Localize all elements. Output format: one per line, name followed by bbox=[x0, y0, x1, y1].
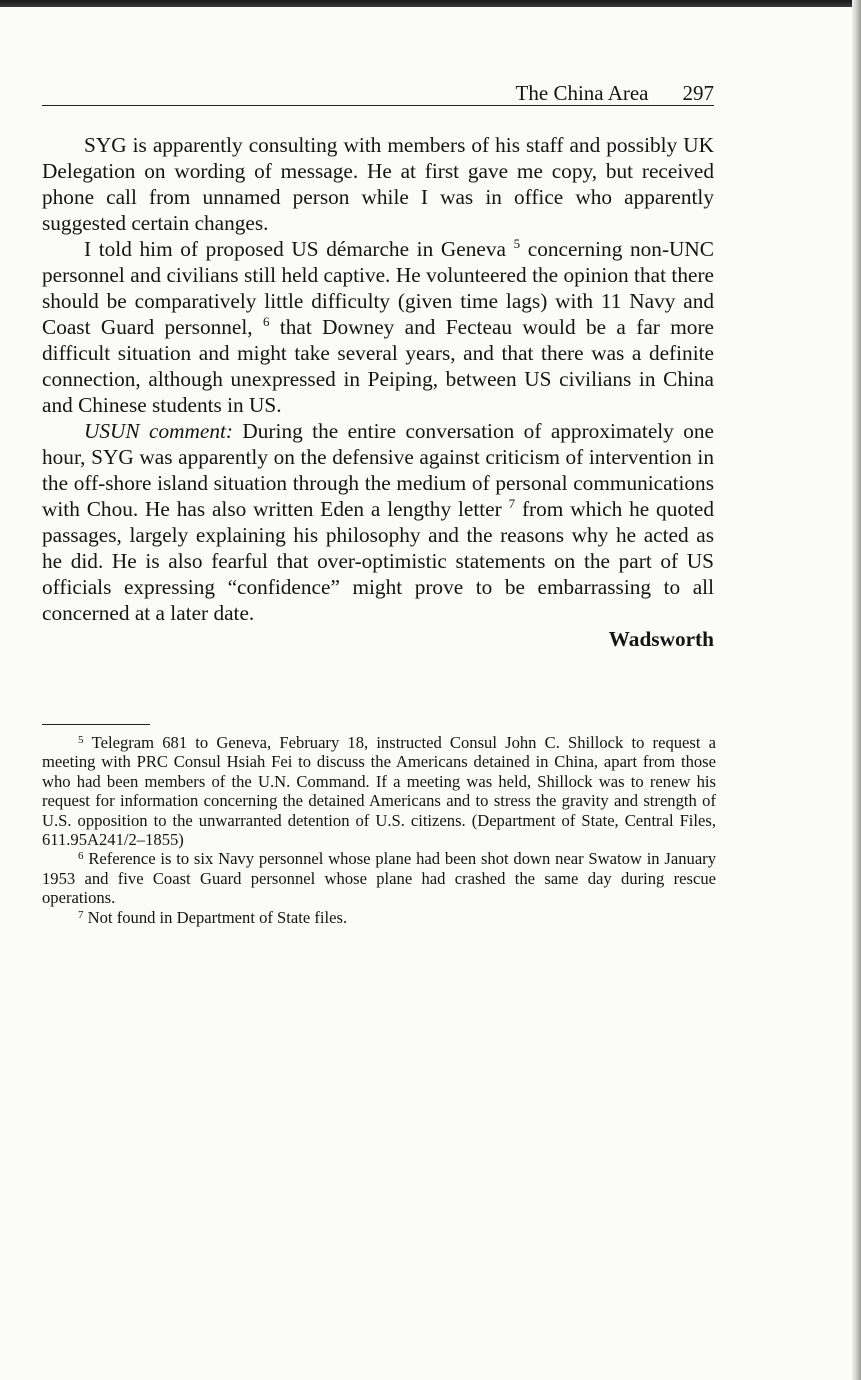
footnote-mark-6: 6 bbox=[78, 850, 84, 863]
usun-comment-lead: USUN comment: bbox=[84, 419, 233, 443]
footnote-ref-7: 7 bbox=[508, 496, 516, 511]
paragraph-1 bbox=[42, 132, 714, 236]
footnote-5-text: Telegram 681 to Geneva, February 18, instructed Consul John C. Shillock to request a meeting with PRC Consul Hsiah Fei to discuss the Americans detained in China, apart from those who had been members of the U.N. Command. If a meeting was held, Shillock was to renew his request for information concerning the detained Americans and to stress the gravity and strength of U.S. opposition to the unwarranted detention of U.S. citizens. (Department of State, Central Files, 611.95A241/2–1855) bbox=[42, 733, 716, 850]
header-rule bbox=[42, 105, 714, 106]
paragraph-2 bbox=[42, 236, 714, 418]
paragraph-2-part-1: I told him of proposed US démarche in Geneva bbox=[84, 237, 506, 261]
page-number: 297 bbox=[682, 81, 714, 105]
footnote-6-text: Reference is to six Navy personnel whose plane had been shot down near Swatow in January 1953 and five Coast Guard personnel whose plane had crashed the same day during rescue operations. bbox=[42, 849, 717, 908]
running-head bbox=[42, 80, 714, 106]
footnotes bbox=[42, 733, 716, 927]
footnote-mark-7: 7 bbox=[78, 908, 84, 921]
paragraph-2-part-3: that Downey and Fecteau would be a far more difficult situation and might take several years, and that there was a definite connection, although unexpressed in Peiping, between US civilians in China and Chinese students in US. bbox=[42, 315, 715, 417]
paragraph-2-part-2: concerning non-UNC personnel and civilians still held captive. He volunteered the opinion that there should be comparatively little difficulty (given time lags) with 11 Navy and Coast Guard personnel, bbox=[42, 237, 715, 339]
footnote-6 bbox=[42, 849, 716, 907]
paragraph-1-text: SYG is apparently consulting with members of his staff and possibly UK Delegation on wording of message. He at first gave me copy, but received phone call from unnamed person while I was in office who apparently suggested certain changes. bbox=[42, 133, 714, 235]
footnote-mark-5: 5 bbox=[78, 734, 84, 746]
body-text bbox=[42, 132, 714, 652]
paragraph-3-part-2: from which he quoted passages, largely explaining his philosophy and the reasons why he acted as he did. He is also fearful that over-optimistic statements on the part of US officials expressing “confidence” might prove to be embarrassing to all concerned at a later date. bbox=[42, 497, 715, 625]
paragraph-3 bbox=[42, 418, 714, 626]
footnote-5 bbox=[42, 733, 716, 849]
page-right-edge bbox=[852, 0, 861, 1380]
footnote-rule bbox=[42, 724, 150, 725]
footnote-7 bbox=[42, 908, 716, 927]
footnote-ref-5: 5 bbox=[513, 236, 521, 251]
footnote-ref-6: 6 bbox=[262, 314, 270, 329]
running-head-title: The China Area bbox=[515, 81, 649, 105]
paragraph-3-part-1: During the entire conversation of approximately one hour, SYG was apparently on the defensive against criticism of intervention in the off-shore island situation through the medium of personal communications with Chou. He has also written Eden a lengthy letter bbox=[42, 419, 714, 521]
signature: Wadsworth bbox=[608, 627, 714, 651]
footnote-7-text: Not found in Department of State files. bbox=[87, 907, 348, 927]
page-top-edge bbox=[0, 0, 861, 7]
